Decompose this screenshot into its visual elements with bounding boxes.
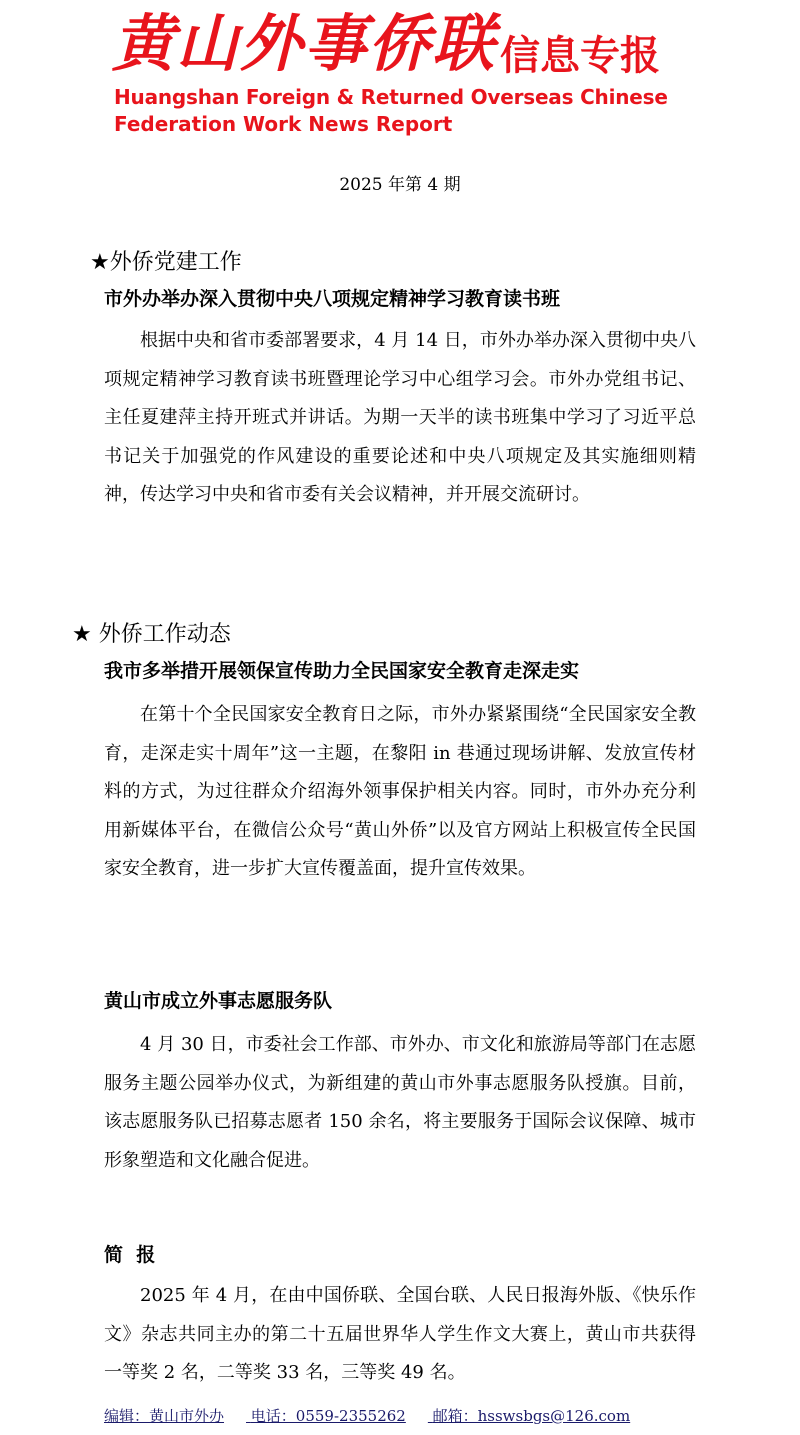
issue-number: 2025 年第 4 期 <box>339 175 461 195</box>
masthead <box>108 6 688 140</box>
article-title-brief: 简 报 <box>104 1244 156 1266</box>
article-title-security-education: 我市多举措开展领保宣传助力全民国家安全教育走深走实 <box>104 660 580 682</box>
masthead-title-en-line1: Huangshan Foreign & Returned Overseas Chinese <box>114 85 668 109</box>
footer-phone: 电话：0559-2355262 <box>250 1407 406 1425</box>
article-body-security-education: 在第十个全民国家安全教育日之际，市外办紧紧围绕“全民国家安全教育，走深走实十周年”这一主题，在黎阳 in 巷通过现场讲解、发放宣传材料的方式，为过往群众介绍海外领事保护相关内容。同时，市外办充分利用新媒体平台，在微信公众号“黄山外侨”以及官方网站上积极宣传全民国家安全教育，进一步扩大宣传覆盖面，提升宣传效果。 <box>104 704 696 879</box>
footer-contact <box>104 1404 630 1428</box>
section-heading-work-updates: ★ 外侨工作动态 <box>72 622 231 647</box>
article-title-volunteer-team: 黄山市成立外事志愿服务队 <box>104 990 333 1012</box>
article-body-brief: 2025 年 4 月，在由中国侨联、全国台联、人民日报海外版、《快乐作文》杂志共同主办的第二十五届世界华人学生作文大赛上，黄山市共获得一等奖 2 名，二等奖 33 名，三等奖 49 名。 <box>104 1285 696 1383</box>
footer-editor: 编辑：黄山市外办 <box>104 1407 225 1425</box>
footer-email[interactable]: 邮箱：hsswsbgs@126.com <box>432 1407 631 1425</box>
masthead-title-en-line2: Federation Work News Report <box>114 112 453 136</box>
section-heading-party-building: ★外侨党建工作 <box>90 250 242 275</box>
article-body-volunteer-team: 4 月 30 日，市委社会工作部、市外办、市文化和旅游局等部门在志愿服务主题公园举办仪式，为新组建的黄山市外事志愿服务队授旗。目前，该志愿服务队已招募志愿者 150 余名，将主要服务于国际会议保障、城市形象塑造和文化融合促进。 <box>104 1034 696 1171</box>
masthead-title-cn: 黄山外事侨联 <box>112 7 497 80</box>
masthead-subtitle-cn: 信息专报 <box>500 33 660 79</box>
article-body-reading-class: 根据中央和省市委部署要求，4 月 14 日，市外办举办深入贯彻中央八项规定精神学习教育读书班暨理论学习中心组学习会。市外办党组书记、主任夏建萍主持开班式并讲话。为期一天半的读书班集中学习了习近平总书记关于加强党的作风建设的重要论述和中央八项规定及其实施细则精神，传达学习中央和省市委有关会议精神，并开展交流研讨。 <box>104 330 696 505</box>
article-title-reading-class: 市外办举办深入贯彻中央八项规定精神学习教育读书班 <box>104 288 561 310</box>
